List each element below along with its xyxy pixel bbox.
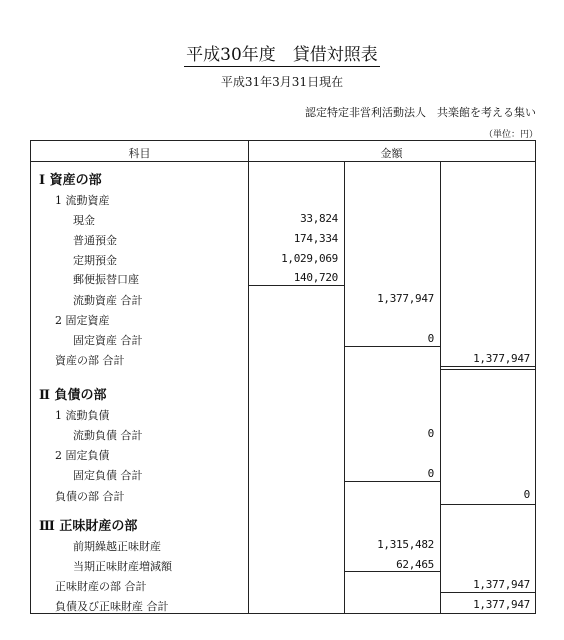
current-assets-label: 1 流動資産 [55,194,110,207]
subject-header: 科目 [128,147,151,160]
liab-total-value: 0 [523,488,530,501]
fixed-assets-total-value: 0 [427,332,434,345]
current-change-label: 当期正味財産増減額 [73,560,172,573]
line-after-postal [248,285,344,286]
liab-total-label: 負債の部 合計 [55,490,125,503]
line-after-net-change [344,571,440,572]
assets-total-label: 資産の部 合計 [55,354,125,367]
header-divider [31,161,535,162]
line-after-liab-total [440,504,535,505]
net-assets-total-value: 1,377,947 [473,578,530,591]
line-after-fixed-liab [344,481,440,482]
time-deposit-value: 1,029,069 [281,252,338,265]
fixed-liab-label: 2 固定負債 [55,449,110,462]
time-deposit-label: 定期預金 [73,254,117,267]
current-assets-total-value: 1,377,947 [377,292,434,305]
line-after-fixed-assets [344,346,440,347]
current-assets-total-label: 流動資産 合計 [73,294,143,307]
prev-net-assets-value: 1,315,482 [377,538,434,551]
as-of-date: 平成31年3月31日現在 [220,75,344,89]
fixed-liab-total-value: 0 [427,467,434,480]
document-title: 平成30年度 貸借対照表 [186,45,378,65]
current-liab-total-label: 流動負債 合計 [73,429,143,442]
amount-header: 金額 [380,147,403,160]
line-after-net-total [440,592,535,593]
cash-value: 33,824 [300,212,338,225]
balance-sheet-table [30,140,536,614]
grand-total-value: 1,377,947 [473,598,530,611]
amount-col-divider-2 [440,161,441,613]
postal-transfer-label: 郵便振替口座 [73,273,139,286]
net-assets-section-heading: Ⅲ 正味財産の部 [39,519,138,534]
grand-total-label: 負債及び正味財産 合計 [55,600,169,613]
fixed-assets-total-label: 固定資産 合計 [73,334,143,347]
fixed-liab-total-label: 固定負債 合計 [73,469,143,482]
assets-total-value: 1,377,947 [473,352,530,365]
unit-label: （単位：円） [483,130,538,140]
organization-name: 認定特定非営利活動法人 共楽館を考える集い [305,106,536,119]
postal-transfer-value: 140,720 [293,271,338,284]
current-change-value: 62,465 [396,558,434,571]
cash-label: 現金 [73,214,95,227]
liability-section-heading: Ⅱ 負債の部 [39,388,107,403]
fixed-assets-label: 2 固定資産 [55,314,110,327]
ordinary-deposit-value: 174,334 [293,232,338,245]
net-assets-total-label: 正味財産の部 合計 [55,580,147,593]
current-liab-total-value: 0 [427,427,434,440]
double-line-assets-total [440,369,535,370]
prev-net-assets-label: 前期繰越正味財産 [73,540,161,553]
line-after-assets-total [440,366,535,367]
asset-section-heading: Ⅰ 資産の部 [39,173,102,188]
ordinary-deposit-label: 普通預金 [73,234,117,247]
current-liab-label: 1 流動負債 [55,409,110,422]
